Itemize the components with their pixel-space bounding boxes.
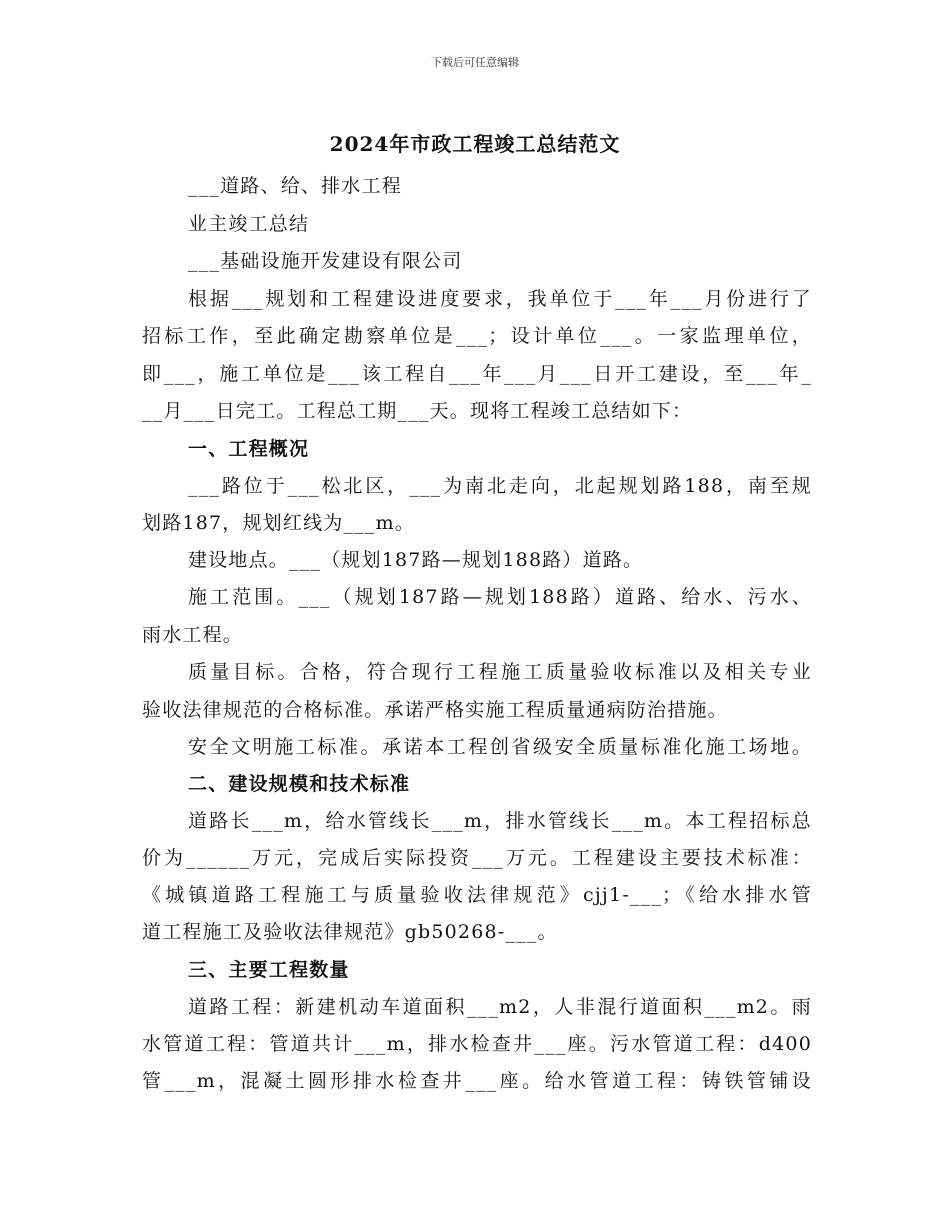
paragraph-line: 道路长___m，给水管线长___m，排水管线长___m。本工程招标总 — [188, 810, 812, 832]
company-line: ___基础设施开发建设有限公司 — [188, 250, 463, 272]
paragraph-line: 即___，施工单位是___该工程自___年___月___日开工建设，至___年_ — [142, 363, 812, 385]
subtitle-line: ___道路、给、排水工程 — [188, 175, 402, 197]
section-heading: 三、主要工程数量 — [188, 959, 350, 981]
paragraph-line: __月___日完工。工程总工期___天。现将工程竣工总结如下： — [142, 400, 693, 422]
document-title: 2024年市政工程竣工总结范文 — [329, 132, 621, 156]
paragraph-line: 雨水工程。 — [142, 624, 244, 646]
paragraph-line: 管___m，混凝土圆形排水检查井___座。给水管道工程：铸铁管铺设 — [142, 1070, 812, 1092]
paragraph-line: 建设地点。___（规划187路—规划188路）道路。 — [188, 549, 644, 571]
section-heading: 二、建设规模和技术标准 — [188, 773, 411, 795]
paragraph-line: 根据___规划和工程建设进度要求，我单位于___年___月份进行了 — [188, 288, 812, 310]
paragraph-line: 招标工作，至此确定勘察单位是___；设计单位___。一家监理单位， — [142, 325, 812, 347]
paragraph-line: 质量目标。合格，符合现行工程施工质量验收标准以及相关专业 — [188, 661, 812, 683]
paragraph-line: 道工程施工及验收法律规范》gb50268-___。 — [142, 921, 558, 943]
page-header: 下载后可任意编辑 — [431, 56, 519, 69]
paragraph-line: ___路位于___松北区，___为南北走向，北起规划路188，南至规 — [188, 475, 812, 497]
subtitle-line: 业主竣工总结 — [188, 213, 310, 235]
paragraph-line: 划路187，规划红线为___m。 — [142, 512, 415, 534]
paragraph-line: 水管道工程：管道共计___m，排水检查井___座。污水管道工程：d400 — [142, 1033, 812, 1055]
paragraph-line: 道路工程：新建机动车道面积___m2，人非混行道面积___m2。雨 — [188, 996, 812, 1018]
paragraph-line: 施工范围。___（规划187路—规划188路）道路、给水、污水、 — [188, 586, 812, 608]
section-heading: 一、工程概况 — [188, 438, 310, 460]
paragraph-line: 《城镇道路工程施工与质量验收法律规范》cjj1-___；《给水排水管 — [142, 884, 812, 906]
paragraph-line: 价为______万元，完成后实际投资___万元。工程建设主要技术标准： — [142, 847, 812, 869]
paragraph-line: 安全文明施工标准。承诺本工程创省级安全质量标准化施工场地。 — [188, 736, 812, 758]
paragraph-line: 验收法律规范的合格标准。承诺严格实施工程质量通病防治措施。 — [142, 699, 728, 721]
